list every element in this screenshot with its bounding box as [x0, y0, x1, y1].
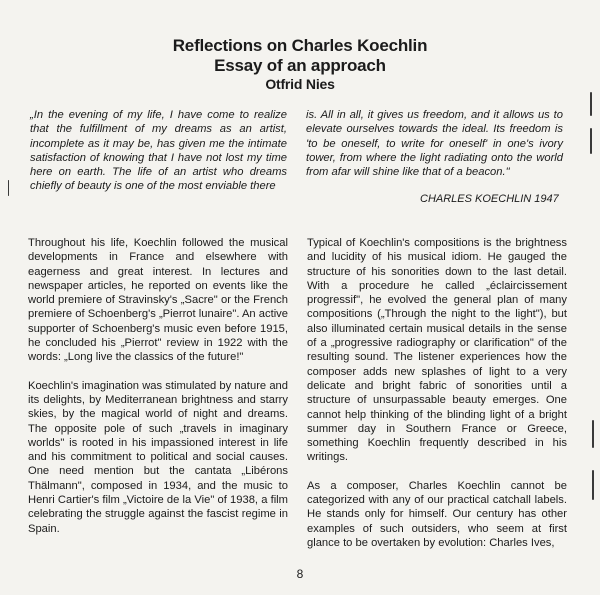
author-name: Otfrid Nies: [265, 76, 335, 92]
scan-mark-left: [8, 180, 9, 196]
scan-mark-right-bottom: [592, 470, 594, 500]
scan-mark-right-top: [590, 92, 592, 116]
body-left-column: [28, 236, 288, 536]
epigraph-left-column: „In the evening of my life, I have come to realize that the fulfillment of my dreams as an artist, incomplete as it may be, has given me the intimate satisfaction of knowing that I have not lost my time here on earth. The life of an artist who dreams chiefly of beauty is one of the most enviable there: [30, 109, 287, 193]
scan-mark-right-mid: [590, 128, 592, 154]
page-number: 8: [296, 567, 304, 581]
body-paragraph: Typical of Koechlin's compositions is the brightness and lucidity of his musical idiom. He gauged the structure of his sonorities down to the last detail. With a procedure he called „éclaircissement progressif", he evolved the general plan of many compositions („Through the night to the light"), but also illuminated certain musical details in the sense of a „progressive radiography or clarification" of the resulting sound. The listener experiences how the composer adds new splashes of light to a very delicate and bright fabric of sonorities until a structure of unsurpassable beauty emerges. One cannot help thinking of the blinding light of a bright summer day in Southern France or Greece, something Koechlin frequently described in his writings.: [307, 237, 567, 464]
epigraph-right-column: is. All in all, it gives us freedom, and it allows us to elevate ourselves towards the ideal. Its freedom is 'to be oneself, to write for oneself' in one's ivory tower, from where the light radiating onto the world from afar will shine like that of a beacon.": [306, 109, 563, 179]
body-right-column: [307, 236, 567, 550]
body-paragraph: Koechlin's imagination was stimulated by nature and its delights, by Mediterranean brightness and starry skies, by the magical world of night and dreams. The opposite pole of such „travels in imaginary worlds" is rooted in his impassioned interest in life and his commitment to political and social causes. One need mention but the cantata „Libérons Thälmann", composed in 1934, and the music to Henri Cartier's film „Victoire de la Vie" of 1938, a film celebrating the struggle against the fascist regime in Spain.: [28, 379, 288, 535]
body-paragraph: As a composer, Charles Koechlin cannot be categorized with any of our practical catchall labels. He stands only for himself. Our century has other examples of such outsiders, who seem at first glance to be overtaken by evolution: Charles Ives,: [307, 479, 567, 549]
scan-mark-right-lower: [592, 420, 594, 448]
essay-subtitle: Essay of an approach: [214, 56, 386, 75]
epigraph-attribution: CHARLES KOECHLIN 1947: [420, 193, 559, 205]
body-paragraph: Throughout his life, Koechlin followed the musical developments in France and elsewhere with eagerness and great interest. In lectures and newspaper articles, he reported on events like the world premiere of Stravinsky's „Sacre" or the French premiere of Schoenberg's „Pierrot lunaire". An active supporter of Schoenberg's music even before 1915, he concluded his „Pierrot" review in 1922 with the words: „Long live the classics of the future!": [28, 237, 288, 364]
essay-title: Reflections on Charles Koechlin: [172, 36, 428, 55]
